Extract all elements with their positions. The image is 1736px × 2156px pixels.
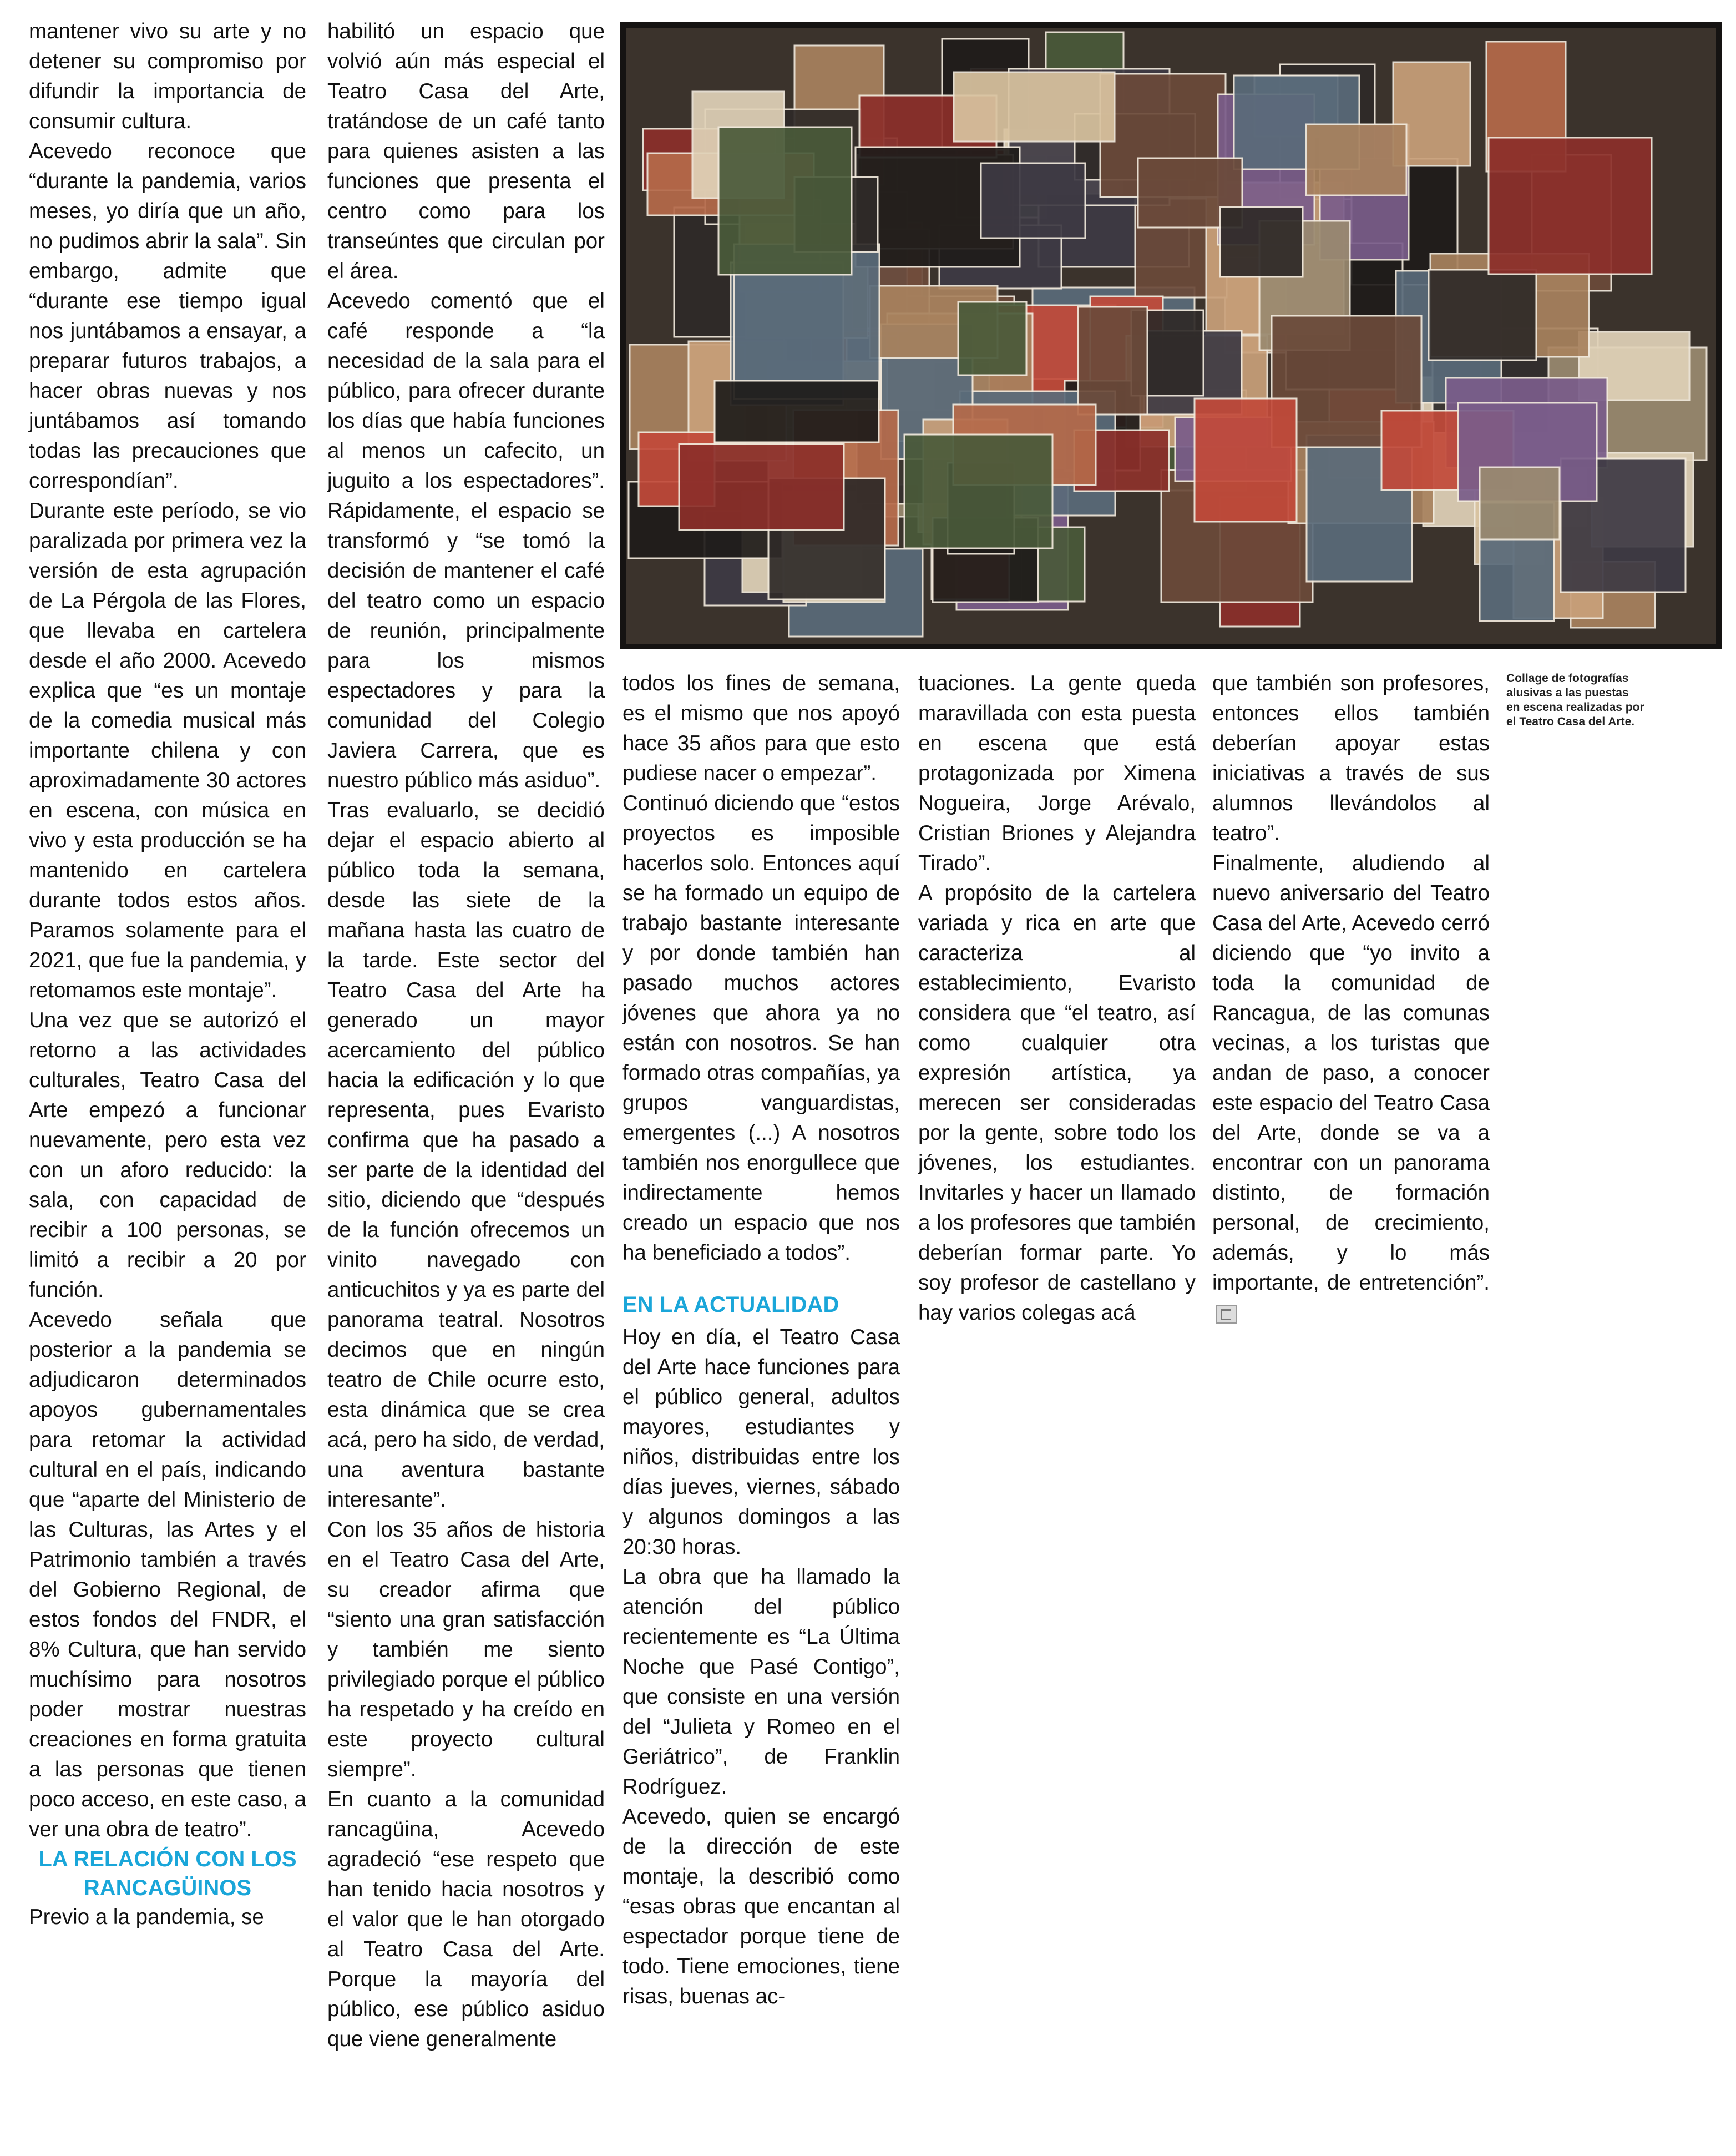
paragraph: Acevedo comentó que el café responde a “la necesidad de la sala para el público, para ofrecer durante los días que había funciones al menos un cafecito, un juguito a los espectadores”. Rápidamente, el espacio se transformó y “se tomó la decisión de mantener el café del teatro como un espacio de reunión, principalmente para los mismos espectadores y para la comunidad del Colegio Javiera Carrera, que es nuestro público más asiduo”.: [327, 289, 605, 792]
collage-photo-tile: [981, 163, 1085, 238]
collage-photo-tile: [1220, 207, 1303, 277]
paragraph: [1212, 849, 1490, 1328]
collage-photo-tile: [1195, 398, 1297, 522]
collage-photo-tile: [1489, 138, 1652, 274]
paragraph: que también son profesores, entonces ellos también deberían apoyar estas iniciativas a través de sus alumnos llevándolos al teatro”.: [1212, 671, 1490, 845]
paragraph: todos los fines de semana, es el mismo que nos apoyó hace 35 años para que esto pudiese nacer o empezar”.: [622, 671, 900, 785]
paragraph: mantener vivo su arte y no detener su compromiso por difundir la importancia de consumir cultura.: [29, 19, 306, 133]
paragraph: Acevedo reconoce que “durante la pandemia, varios meses, yo diría que un año, no pudimos abrir la sala”. Sin embargo, admite que “durante ese tiempo igual nos juntábamos a ensayar, a preparar futuros trabajos, a hacer obras nuevas y nos juntábamos así tomando todas las precauciones que correspondían”.: [29, 139, 306, 493]
paragraph-text: Finalmente, aludiendo al nuevo aniversario del Teatro Casa del Arte, Acevedo cerró diciendo que “yo invito a toda la comunidad de Rancagua, de las comunas vecinas, a los turistas que andan de paso, a conocer este espacio del Teatro Casa del Arte, donde se va a encontrar con un panorama distinto, de formación personal, de crecimiento, además, y lo más importante, de entretención”.: [1212, 851, 1490, 1295]
paragraph: Con los 35 años de historia en el Teatro Casa del Arte, su creador afirma que “siento una gran satisfacción y también me siento privilegiado porque el público ha respetado y ha creído en este proyecto cultural siempre”.: [327, 1518, 605, 1781]
collage-photo-tile: [904, 435, 1052, 548]
section-subheading: EN LA ACTUALIDAD: [622, 1292, 839, 1317]
collage-photo-tile: [1078, 307, 1147, 415]
article-column-5: [1212, 669, 1490, 1328]
paragraph: habilitó un espacio que volvió aún más especial el Teatro Casa del Arte, tratándose de un café tanto para quienes asisten a las funciones que presenta el centro como para los transeúntes que circulan por el área.: [327, 19, 605, 283]
collage-photo-tile: [954, 72, 1115, 142]
collage-photo-tile: [1306, 124, 1406, 195]
article-column-1: [29, 17, 306, 1932]
paragraph: La obra que ha llamado la atención del público recientemente es “La Última Noche que Pasé Contigo”, que consiste en una versión del “Julieta y Romeo en el Geriátrico”, de Franklin Rodríguez.: [622, 1565, 900, 1799]
paragraph: Acevedo señala que posterior a la pandemia se adjudicaron determinados apoyos gubernamentales para retomar la actividad cultural en el país, indicando que “aparte del Ministerio de las Culturas, las Artes y el Patrimonio también a través del Gobierno Regional, de estos fondos del FNDR, el 8% Cultura, que han servido muchísimo para nosotros poder mostrar nuestras creaciones en forma gratuita a las personas que tienen poco acceso, en este caso, a ver una obra de teatro”.: [29, 1308, 306, 1841]
article-column-4: [918, 669, 1196, 1328]
photo-collage-image: [626, 28, 1716, 644]
collage-photo-tile: [715, 381, 879, 442]
paragraph: Tras evaluarlo, se decidió dejar el espacio abierto al público toda la semana, desde las siete de la mañana hasta las cuatro de la tarde. Este sector del Teatro Casa del Arte ha generado un mayor acercamiento del público hacia la edificación y lo que representa, pues Evaristo confirma que ha pasado a ser parte de la identidad del sitio, diciendo que “después de la función ofrecemos un vinito navegado con anticuchitos y ya es parte del panorama teatral. Nosotros decimos que en ningún teatro de Chile ocurre esto, esta dinámica que se crea acá, pero ha sido, de verdad, una aventura bastante interesante”.: [327, 799, 605, 1512]
paragraph: En cuanto a la comunidad rancagüina, Acevedo agradeció “ese respeto que han tenido hacia nosotros y el valor que le han otorgado al Teatro Casa del Arte. Porque la mayoría del público, ese público asiduo que viene generalmente: [327, 1788, 605, 2051]
collage-photo-tile: [679, 444, 844, 530]
paragraph: Hoy en día, el Teatro Casa del Arte hace funciones para el público general, adultos mayores, estudiantes y niños, distribuidas entre los días jueves, viernes, sábado y algunos domingos a las 20:30 horas.: [622, 1325, 900, 1559]
section-subheading: LA RELACIÓN CON LOS RANCAGÜINOS: [38, 1847, 297, 1900]
paragraph: Durante este período, se vio paralizada por primera vez la versión de esta agrupación de La Pérgola de las Flores, que llevaba en cartelera desde el año 2000. Acevedo explica que “es un montaje de la comedia musical más importante chilena y con aproximadamente 30 actores en escena, con música en vivo y esta producción se ha mantenido en cartelera durante todos estos años. Paramos solamente para el 2021, que fue la pandemia, y retomamos este montaje”.: [29, 499, 306, 1002]
paragraph: Previo a la pandemia, se: [29, 1905, 264, 1929]
collage-photo-tile: [1429, 270, 1536, 360]
collage-photo-tile: [958, 302, 1026, 375]
photo-collage: [620, 22, 1722, 649]
collage-photo-tile: [718, 127, 852, 275]
photo-caption: Collage de fotografías alusivas a las puestas en escena realizadas por el Teatro Casa del Arte.: [1506, 672, 1644, 728]
end-of-article-icon: [1216, 1305, 1237, 1324]
paragraph: A propósito de la cartelera variada y rica en arte que caracteriza al establecimiento, Evaristo considera que “el teatro, así como cualquier otra expresión artística, ya merecen ser consideradas por la gente, sobre todo los jóvenes, los estudiantes. Invitarles y hacer un llamado a los profesores que también deberían formar parte. Yo soy profesor de castellano y hay varios colegas acá: [918, 881, 1196, 1325]
collage-photo-tile: [1480, 467, 1560, 539]
article-column-2: [327, 17, 605, 2054]
paragraph: Continuó diciendo que “estos proyectos es imposible hacerlos solo. Entonces aquí se ha formado un equipo de trabajo bastante interesante y por donde también han pasado muchos actores jóvenes que ahora ya no están con nosotros. Se han formado otras compañías, ya grupos vanguardistas, emergentes (...) A nosotros también nos enorgullece que indirectamente hemos creado un espacio que nos ha beneficiado a todos”.: [622, 791, 900, 1265]
paragraph: tuaciones. La gente queda maravillada con esta puesta en escena que está protagonizada por Ximena Nogueira, Jorge Arévalo, Cristian Briones y Alejandra Tirado”.: [918, 671, 1196, 875]
paragraph: Una vez que se autorizó el retorno a las actividades culturales, Teatro Casa del Arte empezó a funcionar nuevamente, pero esta vez con un aforo reducido: la sala, con capacidad de recibir a 100 personas, se limitó a recibir a 20 por función.: [29, 1008, 306, 1302]
paragraph: Acevedo, quien se encargó de la dirección de este montaje, la describió como “esas obras que encantan al espectador porque tiene de todo. Tiene emociones, tiene risas, buenas ac-: [622, 1805, 900, 2008]
article-column-3: [622, 669, 900, 2012]
